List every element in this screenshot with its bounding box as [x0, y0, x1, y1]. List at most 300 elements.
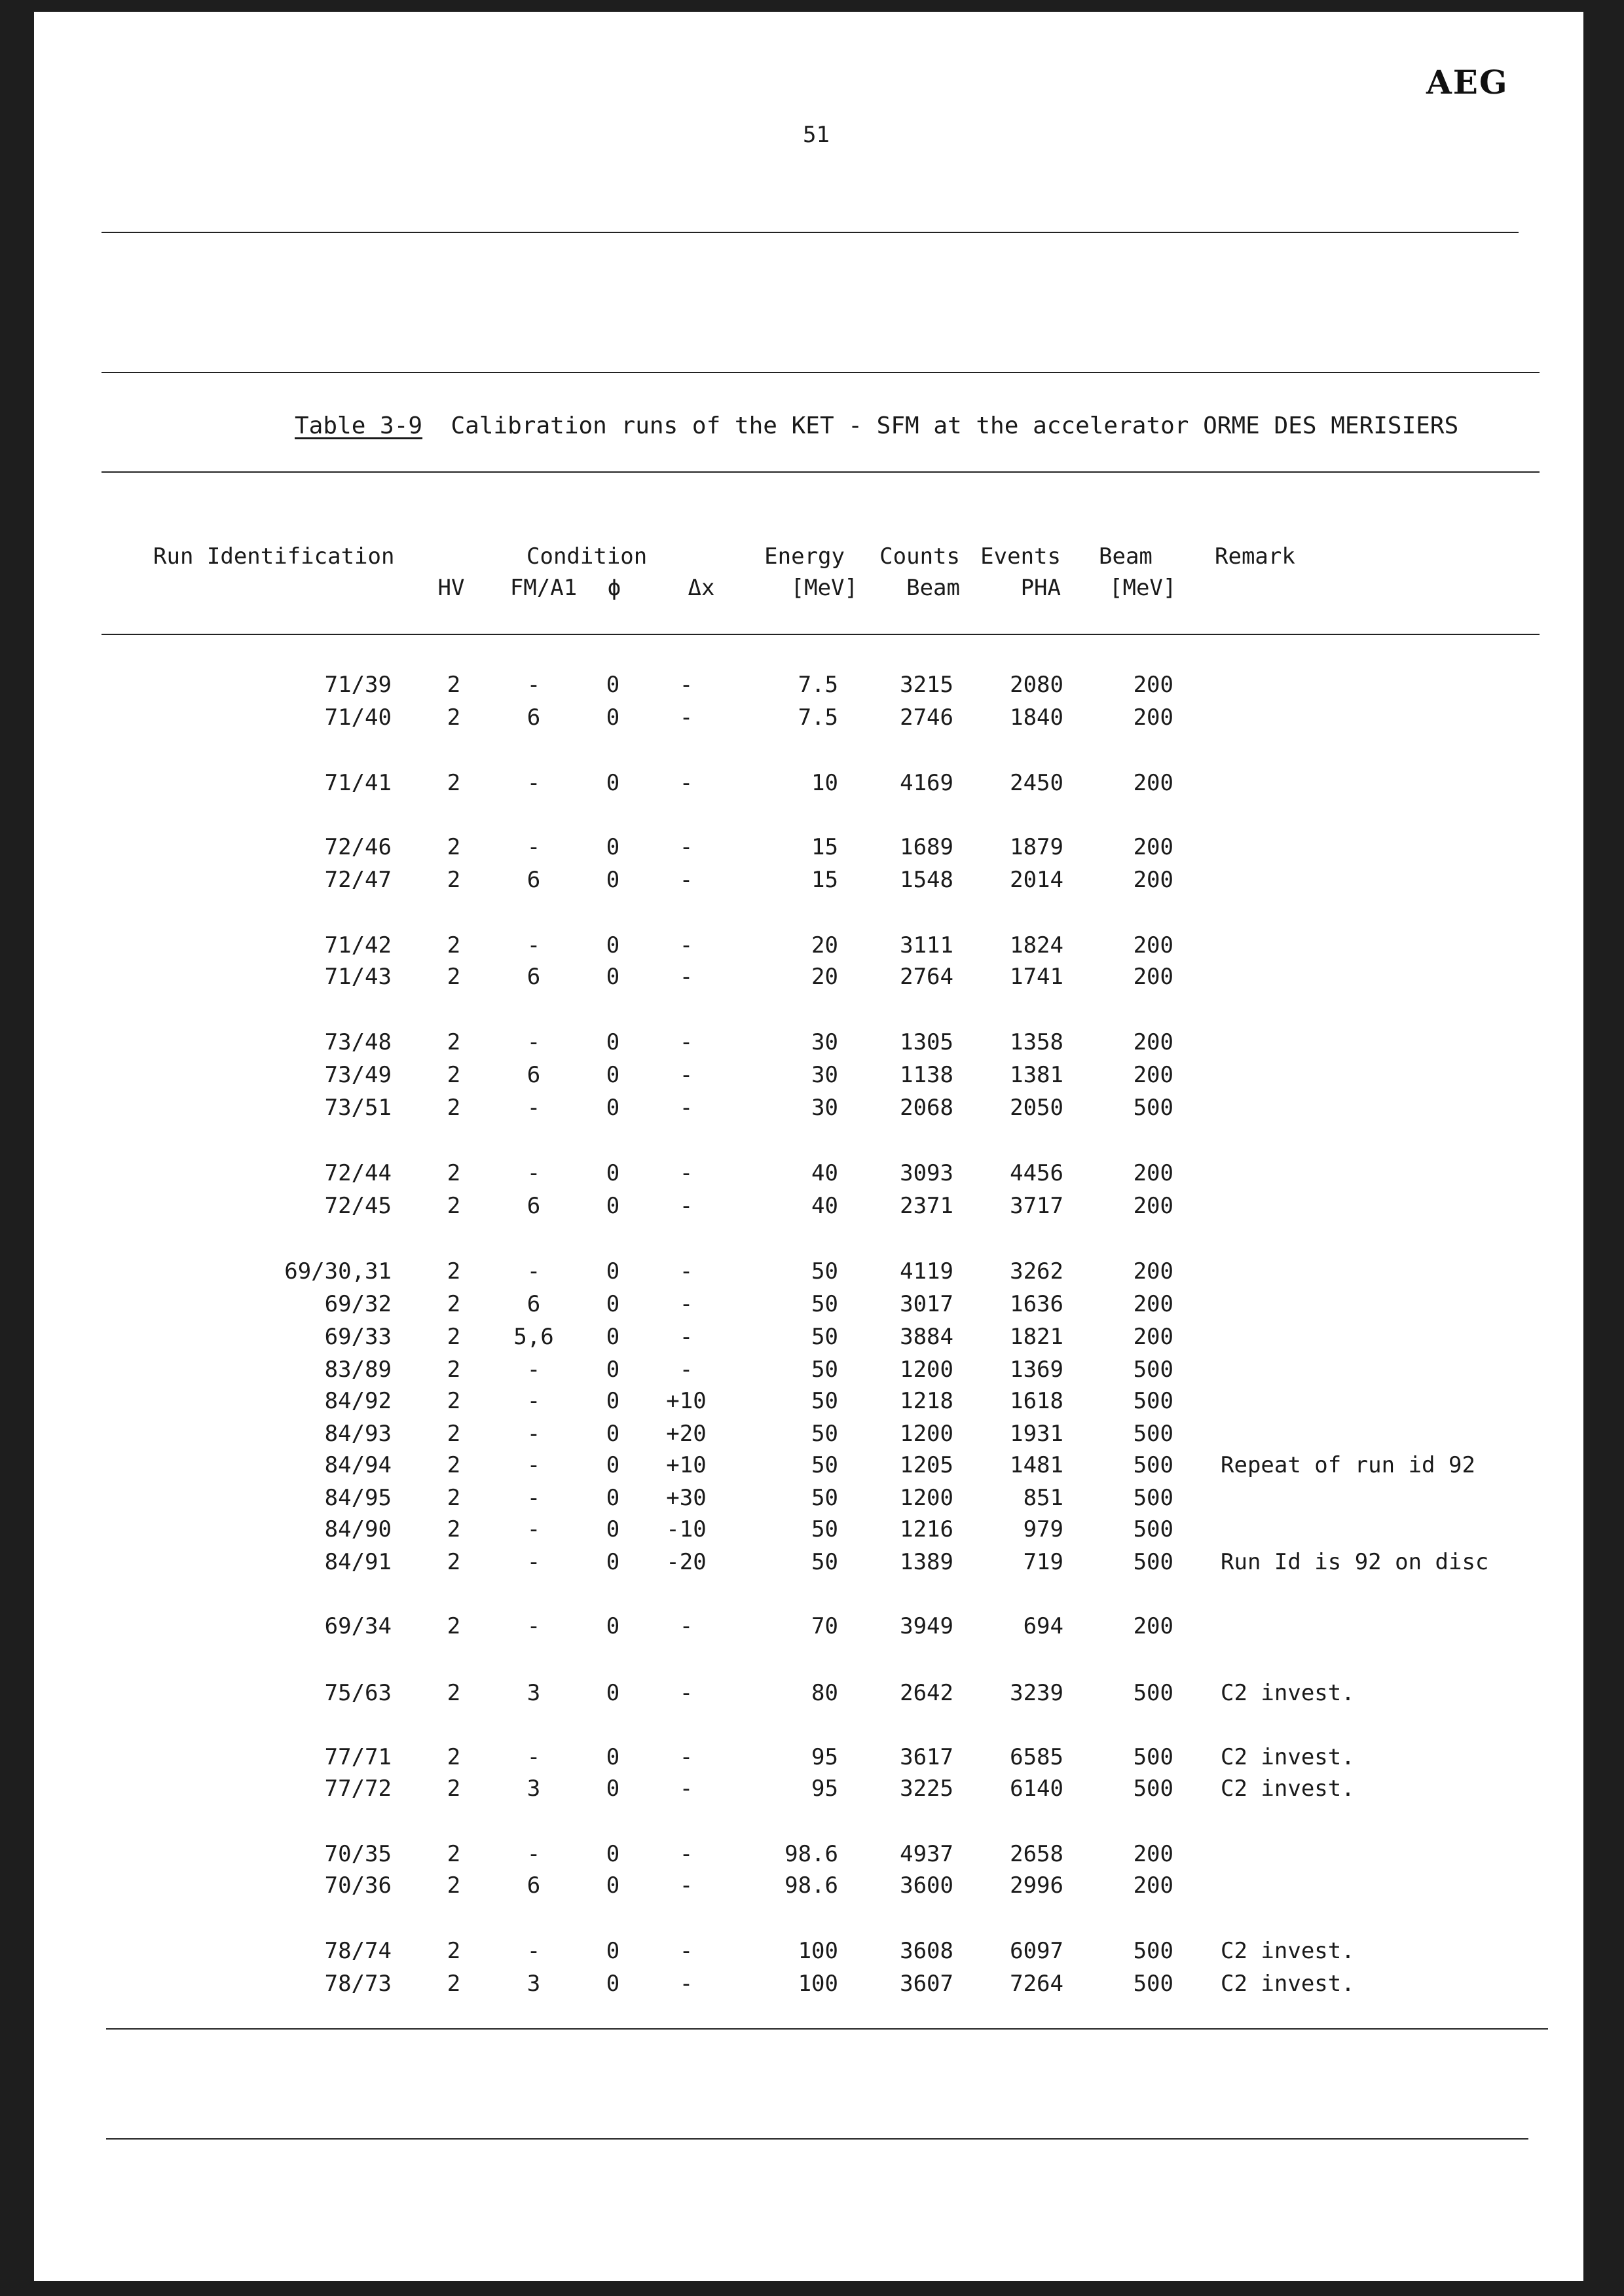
- dx-cell: -10: [666, 1516, 707, 1542]
- beam-cell: 200: [1133, 834, 1173, 860]
- counts-cell: 2371: [900, 1193, 953, 1219]
- beam-cell: 200: [1133, 1029, 1173, 1055]
- dx-cell: +30: [666, 1485, 707, 1511]
- fm-cell: -: [526, 1485, 541, 1511]
- events-cell: 6585: [1010, 1744, 1063, 1770]
- phi-cell: 0: [606, 1062, 620, 1088]
- hv-cell: 2: [447, 1193, 461, 1219]
- events-cell: 1840: [1010, 704, 1063, 731]
- beam-cell: 500: [1133, 1938, 1173, 1964]
- phi-cell: 0: [606, 1485, 620, 1511]
- fm-cell: -: [526, 1938, 541, 1964]
- beam-cell: 200: [1133, 672, 1173, 698]
- hv-cell: 2: [447, 1872, 461, 1899]
- header-beam: Beam: [1099, 543, 1153, 570]
- energy-cell: 50: [811, 1388, 838, 1414]
- fm-cell: -: [526, 932, 541, 958]
- counts-cell: 3111: [900, 932, 953, 958]
- events-cell: 1821: [1010, 1324, 1063, 1350]
- events-cell: 2014: [1010, 867, 1063, 893]
- fm-cell: -: [526, 1029, 541, 1055]
- hv-cell: 2: [447, 1291, 461, 1317]
- header-events: Events: [980, 543, 1061, 570]
- phi-cell: 0: [606, 1613, 620, 1639]
- run-id-cell: 69/32: [324, 1291, 392, 1317]
- company-logo: AEG: [1426, 63, 1509, 101]
- energy-cell: 30: [811, 1095, 838, 1121]
- fm-cell: 6: [526, 1193, 541, 1219]
- events-cell: 1636: [1010, 1291, 1063, 1317]
- header-counts-beam: Beam: [906, 575, 960, 601]
- header-remark: Remark: [1215, 543, 1295, 570]
- hv-cell: 2: [447, 964, 461, 990]
- hv-cell: 2: [447, 1841, 461, 1867]
- run-id-cell: 78/74: [324, 1938, 392, 1964]
- counts-cell: 3949: [900, 1613, 953, 1639]
- events-cell: 3239: [1010, 1680, 1063, 1706]
- phi-cell: 0: [606, 1193, 620, 1219]
- counts-cell: 1689: [900, 834, 953, 860]
- fm-cell: -: [526, 770, 541, 796]
- counts-cell: 3884: [900, 1324, 953, 1350]
- remark-cell: C2 invest.: [1221, 1680, 1355, 1706]
- energy-cell: 50: [811, 1421, 838, 1447]
- dx-cell: -: [679, 1938, 693, 1964]
- dx-cell: -: [679, 770, 693, 796]
- events-cell: 4456: [1010, 1160, 1063, 1186]
- run-id-cell: 84/94: [324, 1452, 392, 1478]
- divider: [106, 2138, 1528, 2140]
- counts-cell: 4119: [900, 1258, 953, 1285]
- header-dx: Δx: [688, 575, 715, 601]
- energy-cell: 100: [798, 1938, 838, 1964]
- run-id-cell: 69/33: [324, 1324, 392, 1350]
- run-id-cell: 72/46: [324, 834, 392, 860]
- run-id-cell: 83/89: [324, 1357, 392, 1383]
- phi-cell: 0: [606, 1516, 620, 1542]
- energy-cell: 50: [811, 1549, 838, 1575]
- beam-cell: 200: [1133, 1613, 1173, 1639]
- run-id-cell: 72/47: [324, 867, 392, 893]
- energy-cell: 15: [811, 834, 838, 860]
- events-cell: 6097: [1010, 1938, 1063, 1964]
- fm-cell: 3: [526, 1680, 541, 1706]
- header-beam-unit: [MeV]: [1109, 575, 1177, 601]
- counts-cell: 1216: [900, 1516, 953, 1542]
- phi-cell: 0: [606, 770, 620, 796]
- beam-cell: 500: [1133, 1388, 1173, 1414]
- counts-cell: 4169: [900, 770, 953, 796]
- counts-cell: 1548: [900, 867, 953, 893]
- energy-cell: 50: [811, 1357, 838, 1383]
- counts-cell: 4937: [900, 1841, 953, 1867]
- divider: [101, 372, 1540, 373]
- phi-cell: 0: [606, 1029, 620, 1055]
- fm-cell: -: [526, 1452, 541, 1478]
- dx-cell: -: [679, 1613, 693, 1639]
- energy-cell: 100: [798, 1971, 838, 1997]
- events-cell: 1369: [1010, 1357, 1063, 1383]
- fm-cell: -: [526, 1160, 541, 1186]
- fm-cell: -: [526, 1516, 541, 1542]
- events-cell: 979: [1023, 1516, 1063, 1542]
- energy-cell: 70: [811, 1613, 838, 1639]
- hv-cell: 2: [447, 1421, 461, 1447]
- beam-cell: 500: [1133, 1971, 1173, 1997]
- energy-cell: 80: [811, 1680, 838, 1706]
- hv-cell: 2: [447, 672, 461, 698]
- beam-cell: 500: [1133, 1485, 1173, 1511]
- remark-cell: Repeat of run id 92: [1221, 1452, 1475, 1478]
- fm-cell: -: [526, 1357, 541, 1383]
- phi-cell: 0: [606, 1744, 620, 1770]
- events-cell: 3262: [1010, 1258, 1063, 1285]
- hv-cell: 2: [447, 1357, 461, 1383]
- hv-cell: 2: [447, 1160, 461, 1186]
- energy-cell: 98.6: [784, 1872, 838, 1899]
- hv-cell: 2: [447, 834, 461, 860]
- fm-cell: 6: [526, 1291, 541, 1317]
- beam-cell: 500: [1133, 1680, 1173, 1706]
- dx-cell: -: [679, 1744, 693, 1770]
- counts-cell: 1218: [900, 1388, 953, 1414]
- divider: [101, 471, 1540, 473]
- header-counts: Counts: [879, 543, 960, 570]
- remark-cell: C2 invest.: [1221, 1744, 1355, 1770]
- beam-cell: 200: [1133, 964, 1173, 990]
- phi-cell: 0: [606, 1680, 620, 1706]
- phi-cell: 0: [606, 1291, 620, 1317]
- dx-cell: -: [679, 1029, 693, 1055]
- dx-cell: -: [679, 1160, 693, 1186]
- phi-cell: 0: [606, 1258, 620, 1285]
- energy-cell: 10: [811, 770, 838, 796]
- phi-cell: 0: [606, 1421, 620, 1447]
- fm-cell: -: [526, 1388, 541, 1414]
- beam-cell: 200: [1133, 867, 1173, 893]
- counts-cell: 1138: [900, 1062, 953, 1088]
- hv-cell: 2: [447, 1062, 461, 1088]
- beam-cell: 500: [1133, 1549, 1173, 1575]
- hv-cell: 2: [447, 1971, 461, 1997]
- dx-cell: -: [679, 672, 693, 698]
- dx-cell: -: [679, 1872, 693, 1899]
- hv-cell: 2: [447, 770, 461, 796]
- beam-cell: 500: [1133, 1452, 1173, 1478]
- counts-cell: 3093: [900, 1160, 953, 1186]
- energy-cell: 20: [811, 932, 838, 958]
- remark-cell: C2 invest.: [1221, 1971, 1355, 1997]
- dx-cell: -: [679, 1324, 693, 1350]
- fm-cell: -: [526, 672, 541, 698]
- fm-cell: -: [526, 1613, 541, 1639]
- fm-cell: 6: [526, 1872, 541, 1899]
- phi-cell: 0: [606, 1324, 620, 1350]
- counts-cell: 1200: [900, 1421, 953, 1447]
- dx-cell: -: [679, 1971, 693, 1997]
- run-id-cell: 72/45: [324, 1193, 392, 1219]
- phi-cell: 0: [606, 1971, 620, 1997]
- phi-cell: 0: [606, 672, 620, 698]
- fm-cell: 6: [526, 1062, 541, 1088]
- fm-cell: 6: [526, 964, 541, 990]
- fm-cell: -: [526, 1095, 541, 1121]
- header-events-pha: PHA: [1020, 575, 1061, 601]
- hv-cell: 2: [447, 1388, 461, 1414]
- energy-cell: 7.5: [798, 672, 838, 698]
- hv-cell: 2: [447, 1776, 461, 1802]
- events-cell: 2080: [1010, 672, 1063, 698]
- events-cell: 851: [1023, 1485, 1063, 1511]
- counts-cell: 2746: [900, 704, 953, 731]
- energy-cell: 7.5: [798, 704, 838, 731]
- hv-cell: 2: [447, 1029, 461, 1055]
- divider: [106, 2028, 1548, 2030]
- phi-cell: 0: [606, 1388, 620, 1414]
- run-id-cell: 70/36: [324, 1872, 392, 1899]
- dx-cell: +20: [666, 1421, 707, 1447]
- run-id-cell: 84/90: [324, 1516, 392, 1542]
- phi-cell: 0: [606, 704, 620, 731]
- dx-cell: -: [679, 1841, 693, 1867]
- dx-cell: -: [679, 1776, 693, 1802]
- hv-cell: 2: [447, 932, 461, 958]
- energy-cell: 40: [811, 1160, 838, 1186]
- energy-cell: 50: [811, 1324, 838, 1350]
- fm-cell: -: [526, 1549, 541, 1575]
- events-cell: 2658: [1010, 1841, 1063, 1867]
- hv-cell: 2: [447, 704, 461, 731]
- energy-cell: 50: [811, 1258, 838, 1285]
- fm-cell: -: [526, 1258, 541, 1285]
- dx-cell: -: [679, 1680, 693, 1706]
- beam-cell: 200: [1133, 932, 1173, 958]
- run-id-cell: 71/43: [324, 964, 392, 990]
- dx-cell: +10: [666, 1388, 707, 1414]
- dx-cell: -: [679, 1258, 693, 1285]
- header-phi: ϕ: [607, 575, 621, 601]
- beam-cell: 200: [1133, 1841, 1173, 1867]
- energy-cell: 30: [811, 1029, 838, 1055]
- run-id-cell: 84/92: [324, 1388, 392, 1414]
- counts-cell: 3607: [900, 1971, 953, 1997]
- dx-cell: -: [679, 867, 693, 893]
- table-caption: [295, 412, 1458, 439]
- fm-cell: 5,6: [513, 1324, 554, 1350]
- run-id-cell: 77/72: [324, 1776, 392, 1802]
- events-cell: 7264: [1010, 1971, 1063, 1997]
- events-cell: 1879: [1010, 834, 1063, 860]
- run-id-cell: 78/73: [324, 1971, 392, 1997]
- run-id-cell: 71/40: [324, 704, 392, 731]
- dx-cell: -: [679, 964, 693, 990]
- hv-cell: 2: [447, 1324, 461, 1350]
- beam-cell: 200: [1133, 1872, 1173, 1899]
- events-cell: 2996: [1010, 1872, 1063, 1899]
- run-id-cell: 69/34: [324, 1613, 392, 1639]
- fm-cell: -: [526, 1744, 541, 1770]
- fm-cell: 3: [526, 1971, 541, 1997]
- divider: [101, 232, 1519, 233]
- beam-cell: 200: [1133, 1258, 1173, 1285]
- run-id-cell: 69/30,31: [284, 1258, 392, 1285]
- counts-cell: 2068: [900, 1095, 953, 1121]
- counts-cell: 3617: [900, 1744, 953, 1770]
- events-cell: 1931: [1010, 1421, 1063, 1447]
- fm-cell: -: [526, 834, 541, 860]
- phi-cell: 0: [606, 1452, 620, 1478]
- hv-cell: 2: [447, 1258, 461, 1285]
- phi-cell: 0: [606, 1938, 620, 1964]
- dx-cell: -20: [666, 1549, 707, 1575]
- hv-cell: 2: [447, 1452, 461, 1478]
- energy-cell: 20: [811, 964, 838, 990]
- phi-cell: 0: [606, 1160, 620, 1186]
- counts-cell: 1200: [900, 1357, 953, 1383]
- beam-cell: 200: [1133, 770, 1173, 796]
- dx-cell: -: [679, 1095, 693, 1121]
- counts-cell: 1200: [900, 1485, 953, 1511]
- remark-cell: C2 invest.: [1221, 1938, 1355, 1964]
- table-number: Table 3-9: [295, 412, 423, 439]
- counts-cell: 1305: [900, 1029, 953, 1055]
- hv-cell: 2: [447, 1680, 461, 1706]
- phi-cell: 0: [606, 867, 620, 893]
- counts-cell: 3600: [900, 1872, 953, 1899]
- dx-cell: -: [679, 1291, 693, 1317]
- beam-cell: 200: [1133, 1062, 1173, 1088]
- energy-cell: 95: [811, 1776, 838, 1802]
- counts-cell: 3225: [900, 1776, 953, 1802]
- events-cell: 1481: [1010, 1452, 1063, 1478]
- fm-cell: -: [526, 1421, 541, 1447]
- run-id-cell: 70/35: [324, 1841, 392, 1867]
- hv-cell: 2: [447, 1613, 461, 1639]
- hv-cell: 2: [447, 1938, 461, 1964]
- hv-cell: 2: [447, 1549, 461, 1575]
- phi-cell: 0: [606, 1357, 620, 1383]
- energy-cell: 15: [811, 867, 838, 893]
- events-cell: 3717: [1010, 1193, 1063, 1219]
- events-cell: 1358: [1010, 1029, 1063, 1055]
- dx-cell: -: [679, 1193, 693, 1219]
- energy-cell: 95: [811, 1744, 838, 1770]
- beam-cell: 200: [1133, 704, 1173, 731]
- run-id-cell: 71/41: [324, 770, 392, 796]
- header-energy-unit: [MeV]: [790, 575, 858, 601]
- beam-cell: 500: [1133, 1744, 1173, 1770]
- run-id-cell: 75/63: [324, 1680, 392, 1706]
- phi-cell: 0: [606, 1872, 620, 1899]
- counts-cell: 1205: [900, 1452, 953, 1478]
- beam-cell: 200: [1133, 1291, 1173, 1317]
- run-id-cell: 73/49: [324, 1062, 392, 1088]
- events-cell: 694: [1023, 1613, 1063, 1639]
- energy-cell: 50: [811, 1291, 838, 1317]
- fm-cell: 6: [526, 867, 541, 893]
- events-cell: 2450: [1010, 770, 1063, 796]
- run-id-cell: 73/51: [324, 1095, 392, 1121]
- beam-cell: 500: [1133, 1776, 1173, 1802]
- counts-cell: 3017: [900, 1291, 953, 1317]
- run-id-cell: 73/48: [324, 1029, 392, 1055]
- dx-cell: -: [679, 932, 693, 958]
- phi-cell: 0: [606, 932, 620, 958]
- dx-cell: -: [679, 1357, 693, 1383]
- events-cell: 1618: [1010, 1388, 1063, 1414]
- beam-cell: 500: [1133, 1095, 1173, 1121]
- beam-cell: 200: [1133, 1160, 1173, 1186]
- counts-cell: 3215: [900, 672, 953, 698]
- energy-cell: 30: [811, 1062, 838, 1088]
- energy-cell: 40: [811, 1193, 838, 1219]
- beam-cell: 500: [1133, 1421, 1173, 1447]
- run-id-cell: 77/71: [324, 1744, 392, 1770]
- events-cell: 6140: [1010, 1776, 1063, 1802]
- dx-cell: -: [679, 834, 693, 860]
- phi-cell: 0: [606, 1776, 620, 1802]
- energy-cell: 98.6: [784, 1841, 838, 1867]
- header-fm: FM/A1: [509, 575, 578, 601]
- remark-cell: Run Id is 92 on disc: [1221, 1549, 1489, 1575]
- dx-cell: -: [679, 1062, 693, 1088]
- counts-cell: 1389: [900, 1549, 953, 1575]
- phi-cell: 0: [606, 964, 620, 990]
- counts-cell: 2642: [900, 1680, 953, 1706]
- energy-cell: 50: [811, 1516, 838, 1542]
- table-title: Calibration runs of the KET - SFM at the accelerator ORME DES MERISIERS: [451, 412, 1459, 439]
- energy-cell: 50: [811, 1485, 838, 1511]
- fm-cell: 3: [526, 1776, 541, 1802]
- beam-cell: 200: [1133, 1193, 1173, 1219]
- events-cell: 1741: [1010, 964, 1063, 990]
- events-cell: 1824: [1010, 932, 1063, 958]
- hv-cell: 2: [447, 1744, 461, 1770]
- run-id-cell: 72/44: [324, 1160, 392, 1186]
- fm-cell: 6: [526, 704, 541, 731]
- run-id-cell: 71/39: [324, 672, 392, 698]
- divider: [101, 634, 1540, 635]
- phi-cell: 0: [606, 1841, 620, 1867]
- run-id-cell: 71/42: [324, 932, 392, 958]
- run-id-cell: 84/95: [324, 1485, 392, 1511]
- run-id-cell: 84/91: [324, 1549, 392, 1575]
- dx-cell: +10: [666, 1452, 707, 1478]
- fm-cell: -: [526, 1841, 541, 1867]
- beam-cell: 200: [1133, 1324, 1173, 1350]
- beam-cell: 500: [1133, 1357, 1173, 1383]
- events-cell: 2050: [1010, 1095, 1063, 1121]
- header-run-id: Run Identification: [153, 543, 395, 570]
- header-hv: HV: [437, 575, 465, 601]
- beam-cell: 500: [1133, 1516, 1173, 1542]
- phi-cell: 0: [606, 834, 620, 860]
- phi-cell: 0: [606, 1095, 620, 1121]
- run-id-cell: 84/93: [324, 1421, 392, 1447]
- phi-cell: 0: [606, 1549, 620, 1575]
- dx-cell: -: [679, 704, 693, 731]
- energy-cell: 50: [811, 1452, 838, 1478]
- events-cell: 719: [1023, 1549, 1063, 1575]
- hv-cell: 2: [447, 867, 461, 893]
- remark-cell: C2 invest.: [1221, 1776, 1355, 1802]
- counts-cell: 3608: [900, 1938, 953, 1964]
- events-cell: 1381: [1010, 1062, 1063, 1088]
- counts-cell: 2764: [900, 964, 953, 990]
- header-energy: Energy: [764, 543, 845, 570]
- hv-cell: 2: [447, 1516, 461, 1542]
- hv-cell: 2: [447, 1095, 461, 1121]
